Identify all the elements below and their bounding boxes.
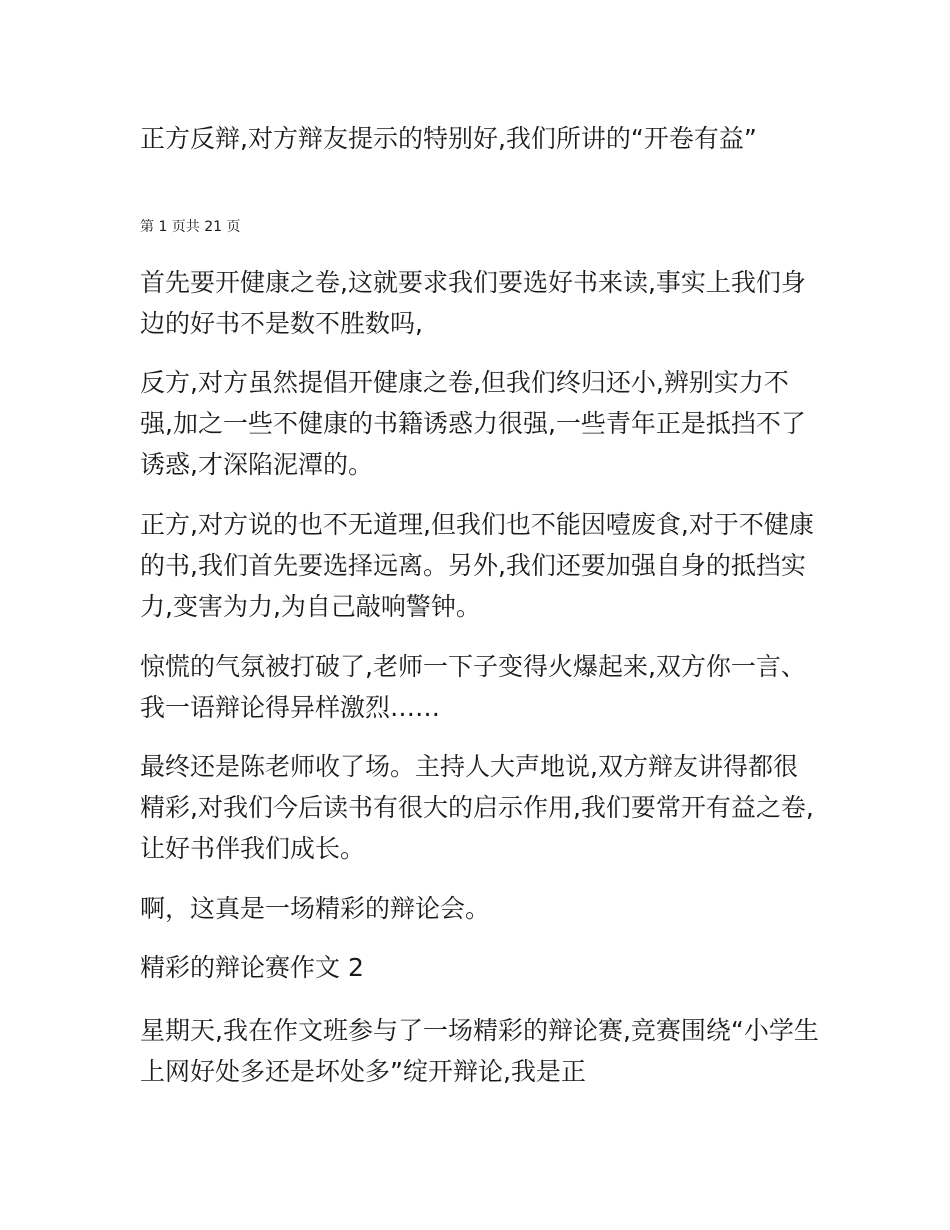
paragraph-4: 正方,对方说的也不无道理,但我们也不能因噎废食,对于不健康的书,我们首先要选择远离。另外,我们还要加强自身的抵挡实力,变害为力,为自己敲响警钟。 — [140, 510, 814, 621]
paragraph-5: 惊慌的气氛被打破了,老师一下子变得火爆起来,双方你一言、我一语辩论得异样激烈…… — [140, 652, 806, 722]
paragraph-7: 啊，这真是一场精彩的辩论会。 — [140, 894, 491, 923]
paragraph-1: 正方反辩,对方辩友提示的特别好,我们所讲的“开卷有益” — [140, 124, 757, 153]
paragraph-2: 首先要开健康之卷,这就要求我们要选好书来读,事实上我们身边的好书不是数不胜数吗, — [140, 268, 806, 338]
page-number-footer: 第 1 页共 21 页 — [140, 219, 241, 235]
paragraph-8: 星期天,我在作文班参与了一场精彩的辩论赛,竞赛围绕“小学生上网好处多还是坏处多”绽开辩论,我是正 — [140, 1016, 819, 1086]
paragraph-3: 反方,对方虽然提倡开健康之卷,但我们终归还小,辨别实力不强,加之一些不健康的书籍诱惑力很强,一些青年正是抵挡不了诱惑,才深陷泥潭的。 — [140, 368, 806, 479]
paragraph-6: 最终还是陈老师收了场。主持人大声地说,双方辩友讲得都很精彩,对我们今后读书有很大的启示作用,我们要常开有益之卷,让好书伴我们成长。 — [140, 752, 814, 863]
section-heading: 精彩的辩论赛作文 2 — [140, 953, 364, 982]
